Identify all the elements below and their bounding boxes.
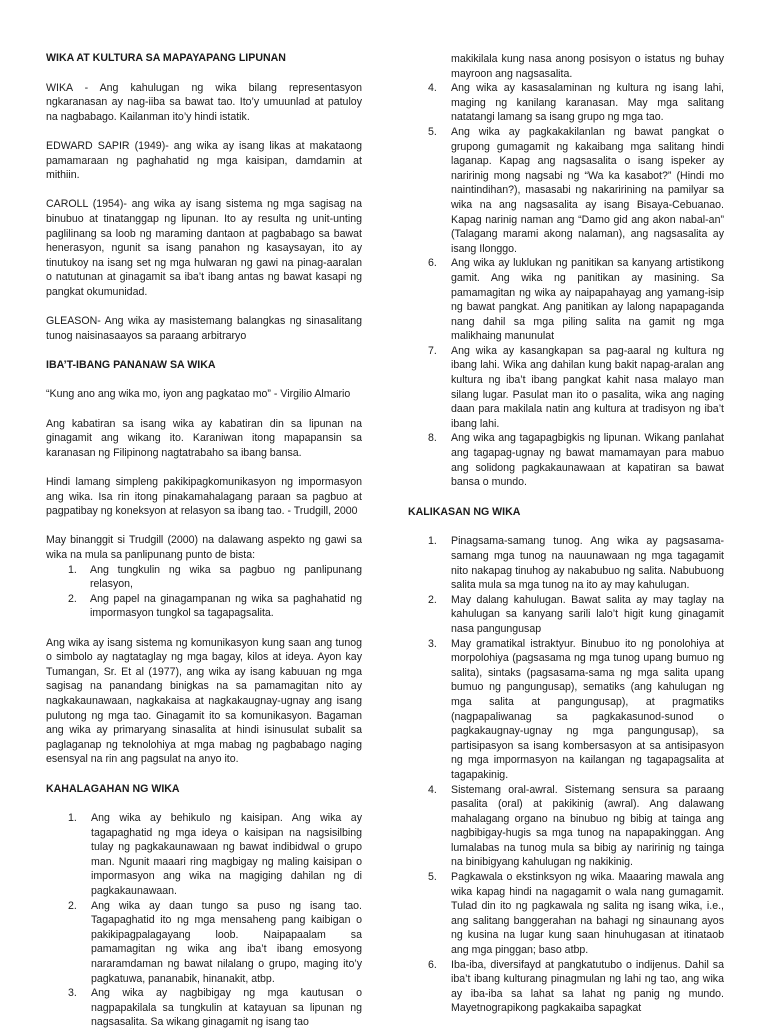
list-item: 2. Ang papel na ginagampanan ng wika sa paghahatid ng impormasyon tungkol sa tagapagsalita. (68, 592, 362, 620)
binanggit-paragraph: May binanggit si Trudgill (2000) na dalawang aspekto ng gawi sa wika na mula sa panlipunang punto de bista: (46, 534, 362, 561)
list-item: 1. Pinagsama-samang tunog. Ang wika ay pagsasama-samang mga tunog na nauunawaan ng mga tagagamit nito nakapag tinuhog ay nakabubuo ng salita. Nabubuong salita mula sa mga tunog na ito ay may kahulugan. (428, 535, 724, 592)
list-item: 2. Ang wika ay daan tungo sa puso ng isang tao. Tagapaghatid ito ng mga mensaheng pang kaibigan o pakikipagpalagayang loob. Naipapaalam sa pamamagitan ng wika ang iba’t ibang emosyong nararamdaman ng bawat nilalang o grupo, maging ito’y pagkatuwa, pananabik, hinanakit, atbp. (68, 899, 362, 985)
heading-kahalagahan: KAHALAGAHAN NG WIKA (46, 782, 180, 795)
sistema-paragraph: Ang wika ay isang sistema ng komunikasyon kung saan ang tunog o simbolo ay nagtataglay ng mga bagay, kilos at ideya. Ayon kay Tumangan, Sr. Et al (1977), ang wika ay isang kabuuan ng mga sagisag na panandang binigkas na sa pamamagitan nito ay nagkakaunawaan, nagkakaisa at nagkakaugnay-ugnay ang isang pulutong ng mga tao. Ginagamit ito sa komunikasyon. Bagaman ang wika ay primaryang sinasalita at hindi isinusulat subalit sa paglaganap ng teknolohiya at mga mabag ng pagbabago naging esensyal na rin ang pagsulat na anyo ito. (46, 636, 362, 766)
gleason-definition: GLEASON- Ang wika ay masistemang balangkas ng sinasalitang tunog naisinasaayos sa paraang arbitraryo (46, 315, 362, 342)
kahalagahan-list-continued (408, 52, 724, 490)
trudgill-paragraph: Hindi lamang simpleng pakikipagkomunikasyon ng impormasyon ang wika. Isa rin itong pinakamahalagang paraan sa pagbuo at pagpatibay ng koneksyon at relasyon sa ibang tao. - Trudgill, 2000 (46, 476, 362, 518)
left-column (46, 51, 362, 1030)
list-item: 4. Ang wika ay kasasalaminan ng kultura ng isang lahi, maging ng kanilang karanasan. May mga salitang natatangi lamang sa isang grupo ng mga tao. (428, 82, 724, 124)
list-item: 7. Ang wika ay kasangkapan sa pag-aaral ng kultura ng ibang lahi. Wika ang dahilan kung bakit napag-aralan ang kultura ng iba’t ibang pangkat kahit nasa malayo man silang lugar. Pasulat man ito o pasalita, wika ang naging daan para makilala natin ang kultura at tradisyon ng iba’t ibang lahi. (428, 344, 724, 430)
aspekto-list (46, 563, 362, 621)
kabatiran-paragraph: Ang kabatiran sa isang wika ay kabatiran din sa lipunan na ginagamit ang wikang ito. Karaniwan itong mapapansin sa karanasan ng Filipinong nagtatrabaho sa ibang bansa. (46, 417, 362, 459)
list-item: 5. Pagkawala o ekstinksyon ng wika. Maaaring mawala ang wika kapag hindi na nagagamit o wala nang gumagamit. Tulad din ito ng pagkawala ng salita ng isang wika, i.e., ang salitang banggerahan na bahagi ng sinaunang ayos ng kusina na lugar kung saan hinuhugasan at itinataob ang mga pinggan; baso atbp. (428, 871, 724, 957)
list-item: 1. Ang wika ay behikulo ng kaisipan. Ang wika ay tagapaghatid ng mga ideya o kaisipan na nagsisilbing tulay ng pagkakaunawaan ng bawat indibidwal o grupo man. Ngunit maaari ring magbigay ng maling kaisipan o impormasyon ang wika na magiging dahilan ng di pagkakaunawaan. (68, 812, 362, 898)
document-title: WIKA AT KULTURA SA MAPAYAPANG LIPUNAN (46, 52, 286, 64)
wika-definition: WIKA - Ang kahulugan ng wika bilang representasyon ngkaranasan ay nag-iiba sa bawat tao. Ito’y umuunlad at patuloy na nagbabago. Kailanman ito’y hindi istatik. (46, 81, 362, 123)
list-item-continuation: makikilala kung nasa anong posisyon o istatus ng buhay mayroon ang nagsasalita. (451, 53, 724, 80)
kahalagahan-list (46, 811, 362, 1030)
kalikasan-list (408, 534, 724, 1016)
list-item: 6. Iba-iba, diversifayd at pangkatutubo o indijenus. Dahil sa iba’t ibang kulturang pinagmulan ng lahi ng tao, ang wika ay iba-iba sa lahat sa lahat ng panig ng mundo. Mayetnograpikong pagkakaiba sapagkat (428, 958, 724, 1015)
caroll-definition: CAROLL (1954)- ang wika ay isang sistema ng mga sagisag na binubuo at tinatanggap ng lipunan. Ito ay resulta ng unit-unting paglilinang sa loob ng maraming dantaon at pagbabago sa bawat henerasyon, ngunit sa isang panahon ng kasaysayan, ito ay tinutukoy na isang set ng mga hulwaran ng gawi na pinag-aaralan o natutunan at ginagamit sa iba’t ibang antas ng bawat kasapi ng pangkat okumunidad. (46, 198, 362, 298)
list-item: 8. Ang wika ang tagapagbigkis ng lipunan. Wikang panlahat ang tagapag-ugnay ng bawat mamamayan para mabuo ang solidong pagkakaunawaan at kapatiran sa bawat bansa o mundo. (428, 432, 724, 489)
list-item: 2. May dalang kahulugan. Bawat salita ay may taglay na kahulugan sa kanyang sarili lalo’t higit kung ginagamit nasa pangungusap (428, 593, 724, 635)
list-item: 3. Ang wika ay nagbibigay ng mga kautusan o nagpapakilala sa tungkulin at katayuan sa lipunan ng nagsasalita. Sa wikang ginagamit ng isang tao (68, 987, 362, 1029)
list-item: 4. Sistemang oral-awral. Sistemang sensura sa paraang pasalita (oral) at pakikinig (awral). Ang dalawang mahalagang organo na binubuo ng bibig at tainga ang nagbibigay-hugis sa mga tunog na napapakinggan. Ang lumalabas na tunog mula sa bibig ay naririnig ng tainga na binibigyang kahulugan ng nakikinig. (428, 783, 724, 869)
right-column (408, 52, 724, 1016)
list-item: 5. Ang wika ay pagkakakilanlan ng bawat pangkat o grupong gumagamit ng kakaibang mga salitang hindi laganap. Kapag ang nagsasalita o isang ispeker ay naririnig mong nagsabi ng “Wa ka kasabot?” (Hindi mo naintindihan?), masasabi ng nakaririning na pamilyar sa wika na ang nagsasalita ay isang Bisaya-Cebuanao. Kapag narinig naman ang “Damo gid ang akon nabal-an” (Talagang marami akong nalaman), ang nagsasalita ay isang Ilonggo. (428, 125, 724, 255)
heading-pananaw: IBA’T-IBANG PANANAW SA WIKA (46, 358, 216, 371)
list-item: 3. May gramatikal istraktyur. Binubuo ito ng ponolohiya at morpolohiya (pagsasama ng mga tunog upang bumuo ng salita), sintaks (pagsasama-sama ng mga salita upang bumuo ng pangungusap), sematiks (ang kahulugan ng mga salita at pangungusap), at pragmatiks (nagpapaliwanag sa pagkakasunod-sunod o pagkakaugnay-ugnay ng mga pangungusap), sa partisipasyon sa isang kombersasyon at sa antisipasyon ng mga impormasyon na kailangan ng tagapagsalita at tagapakinig. (428, 637, 724, 781)
almario-quote: “Kung ano ang wika mo, iyon ang pagkatao mo” - Virgilio Almario (46, 388, 351, 401)
list-item: 6. Ang wika ay luklukan ng panitikan sa kanyang artistikong gamit. Ang wika ng panitikan ay masining. Sa pamamagitan ng wika ay naipapahayag ang yamang-isip ng bawat pangkat. Ang panitikan ay lalong napapaganda nang dahil sa mga piling salita na gamit ng mga malikhaing manunulat (428, 257, 724, 343)
heading-kalikasan: KALIKASAN NG WIKA (408, 505, 521, 518)
sapir-definition: EDWARD SAPIR (1949)- ang wika ay isang likas at makataong pamamaraan ng paghahatid ng mga kaisipan, damdamin at mithiin. (46, 139, 362, 182)
list-item: 1. Ang tungkulin ng wika sa pagbuo ng panlipunang relasyon, (68, 563, 362, 591)
